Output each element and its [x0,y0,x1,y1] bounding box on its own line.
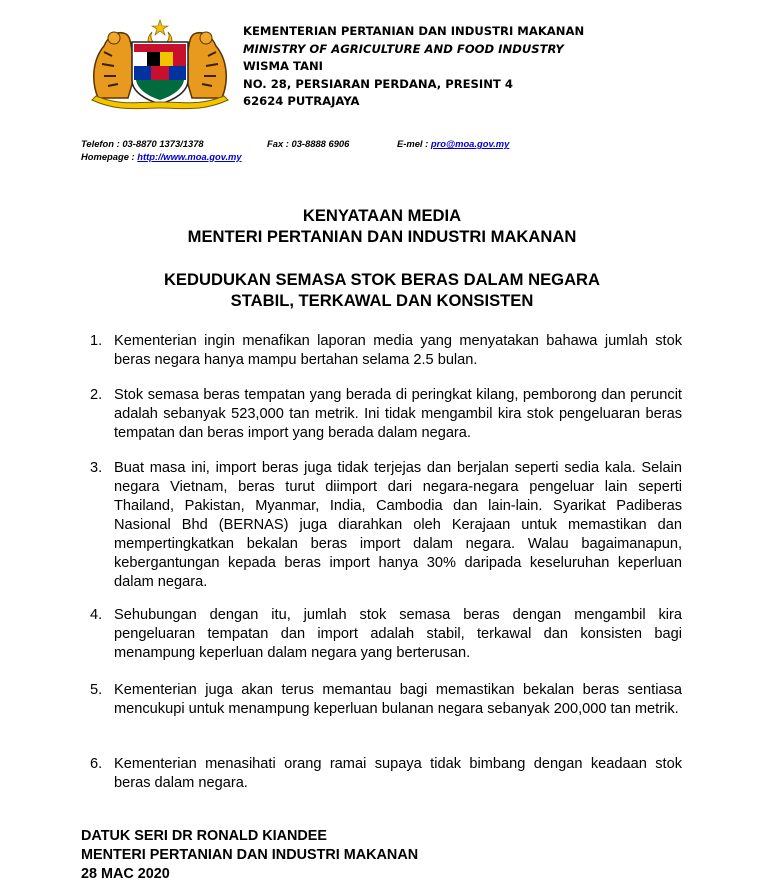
title-line-2: MENTERI PERTANIAN DAN INDUSTRI MAKANAN [187,227,577,246]
fax-number: Fax : 03-8888 6906 [267,138,350,149]
address-postcode: 62624 PUTRAJAYA [243,94,360,109]
email-label: E-mel : [397,138,431,149]
paragraph-3 [90,459,682,592]
paragraph-number: 4. [90,607,103,623]
address-building: WISMA TANI [243,59,323,74]
homepage-link[interactable]: http://www.moa.gov.my [137,150,242,162]
ministry-letterhead [243,23,584,111]
paragraph-text: Kementerian juga akan terus memantau bagi memastikan bekalan beras sentiasa mencukupi untuk menampung keperluan bulanan negara sebanyak 200,000 tan metrik. [114,682,682,717]
signatory-position: MENTERI PERTANIAN DAN INDUSTRI MAKANAN [81,847,419,863]
paragraph-2 [90,386,682,443]
paragraph-number: 6. [90,756,103,772]
paragraph-number: 2. [90,387,103,403]
paragraph-text: Stok semasa beras tempatan yang berada di peringkat kilang, pemborong dan peruncit adalah sebanyak 523,000 tan metrik. Ini tidak mengambil kira stok pengeluaran beras tempatan dan beras import yang berada dalam negara. [114,387,682,441]
signatory-name: DATUK SERI DR RONALD KIANDEE [81,828,327,844]
paragraph-number: 3. [90,460,103,476]
email-link[interactable]: pro@moa.gov.my [430,138,510,149]
title-line-1: KENYATAAN MEDIA [302,206,462,225]
statement-date: 28 MAC 2020 [81,866,170,882]
paragraph-text: Buat masa ini, import beras juga tidak terjejas dan berjalan seperti sedia kala. Selain negara Vietnam, beras turut diimport dari negara-negara pengeluar lain seperti Thailand, Pakistan, Myanmar, India, Cambodia dan lain-lain. Syarikat Padiberas Nasional Bhd (BERNAS) juga diarahkan oleh Kerajaan untuk memastikan dan mempertingkatkan bekalan beras import dalam negara. Walau bagaimanapun, kebergantungan kepada beras import hanya 30% daripada keseluruhan keperluan dalam negara. [114,460,682,590]
paragraph-5 [90,681,682,719]
ministry-name-english: MINISTRY OF AGRICULTURE AND FOOD INDUSTRY [243,41,564,56]
telephone-number: Telefon : 03-8870 1373/1378 [81,138,204,149]
paragraph-number: 5. [90,682,103,698]
paragraph-text: Kementerian ingin menafikan laporan media yang menyatakan bahawa jumlah stok beras negara hanya mampu bertahan selama 2.5 bulan. [114,333,682,368]
paragraph-1 [90,332,682,370]
paragraph-number: 1. [90,333,103,349]
subtitle-line-2: STABIL, TERKAWAL DAN KONSISTEN [230,291,534,310]
homepage-label: Homepage : [81,150,138,162]
document-title [0,205,764,247]
paragraph-text: Sehubungan dengan itu, jumlah stok semasa beras dengan mengambil kira pengeluaran tempatan dan import adalah stabil, terkawal dan konsisten bagi menampung keperluan dalam negara yang berterusan. [114,607,682,661]
email-info [397,138,509,151]
malaysia-coat-of-arms-icon [88,18,232,114]
paragraph-text: Kementerian menasihati orang ramai supaya tidak bimbang dengan keadaan stok beras dalam negara. [114,756,682,791]
subtitle-line-1: KEDUDUKAN SEMASA STOK BERAS DALAM NEGARA [163,270,601,289]
signature-block [81,827,418,884]
paragraph-4 [90,606,682,663]
paragraph-6 [90,755,682,793]
ministry-name-malay: KEMENTERIAN PERTANIAN DAN INDUSTRI MAKANAN [243,24,585,38]
address-street: NO. 28, PERSIARAN PERDANA, PRESINT 4 [243,76,513,91]
document-subtitle [0,269,764,311]
